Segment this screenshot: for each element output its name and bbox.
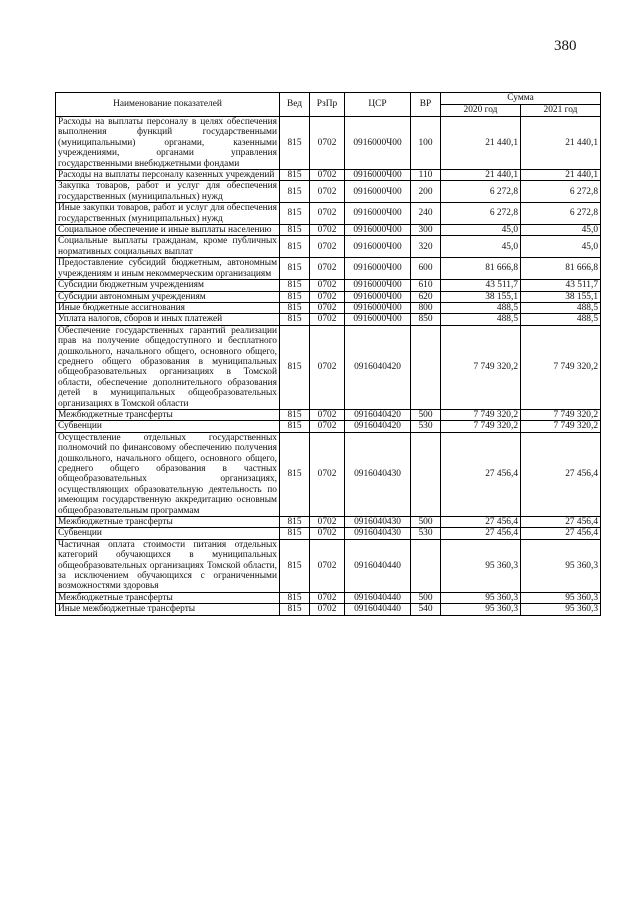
- cell-rzpr: 0702: [310, 302, 345, 313]
- cell-2021: 27 456,4: [521, 432, 601, 516]
- cell-name: Обеспечение государственных гарантий реализации прав на получение общедоступного и бесплатного дошкольного, начального общего, основного общего, среднего общего образования в муниципальных общеобразовательных организациях в Томской области, обеспечение дополнительного образования детей в муниципальных общеобразовательных организациях в Томской области: [56, 325, 280, 409]
- table-row: [56, 291, 601, 302]
- cell-2020: 21 440,1: [441, 170, 521, 181]
- cell-2021: 27 456,4: [521, 528, 601, 539]
- cell-name: Социальные выплаты гражданам, кроме публичных нормативных социальных выплат: [56, 236, 280, 258]
- cell-2020: 45,0: [441, 236, 521, 258]
- header-rzpr: РзПр: [310, 93, 345, 117]
- table-row: [56, 302, 601, 313]
- cell-csr: 0916000Ч00: [345, 225, 411, 236]
- budget-table: [55, 92, 601, 616]
- cell-2020: 81 666,8: [441, 258, 521, 280]
- cell-2021: 488,5: [521, 314, 601, 325]
- cell-2021: 95 360,3: [521, 592, 601, 603]
- cell-rzpr: 0702: [310, 592, 345, 603]
- cell-csr: 0916040430: [345, 517, 411, 528]
- table-row: [56, 236, 601, 258]
- cell-csr: 0916040440: [345, 604, 411, 615]
- table-row: [56, 432, 601, 516]
- cell-name: Субвенции: [56, 421, 280, 432]
- cell-rzpr: 0702: [310, 517, 345, 528]
- cell-2020: 7 749 320,2: [441, 421, 521, 432]
- cell-vr: 530: [411, 421, 441, 432]
- cell-name: Иные бюджетные ассигнования: [56, 302, 280, 313]
- cell-2020: 38 155,1: [441, 291, 521, 302]
- cell-vr: 200: [411, 181, 441, 203]
- cell-ved: 815: [280, 409, 310, 420]
- cell-2020: 95 360,3: [441, 539, 521, 592]
- header-year-2021: 2021 год: [521, 105, 601, 117]
- cell-vr: 110: [411, 170, 441, 181]
- cell-rzpr: 0702: [310, 528, 345, 539]
- cell-vr: [411, 432, 441, 516]
- cell-2021: 488,5: [521, 302, 601, 313]
- cell-rzpr: 0702: [310, 258, 345, 280]
- cell-rzpr: 0702: [310, 604, 345, 615]
- cell-2020: 7 749 320,2: [441, 325, 521, 409]
- header-name: Наименование показателей: [56, 93, 280, 117]
- cell-ved: 815: [280, 517, 310, 528]
- cell-rzpr: 0702: [310, 170, 345, 181]
- cell-2021: 45,0: [521, 225, 601, 236]
- cell-ved: 815: [280, 280, 310, 291]
- cell-2021: 6 272,8: [521, 181, 601, 203]
- cell-ved: 815: [280, 314, 310, 325]
- table-row: [56, 258, 601, 280]
- cell-name: Субвенции: [56, 528, 280, 539]
- cell-name: Межбюджетные трансферты: [56, 409, 280, 420]
- cell-ved: 815: [280, 170, 310, 181]
- cell-2021: 27 456,4: [521, 517, 601, 528]
- cell-2020: 6 272,8: [441, 203, 521, 225]
- cell-ved: 815: [280, 117, 310, 170]
- table-row: [56, 604, 601, 615]
- table-header: [56, 93, 601, 117]
- cell-name: Частичная оплата стоимости питания отдельных категорий обучающихся в муниципальных общеобразовательных организациях Томской области, за исключением обучающихся с ограниченными возможностями здоровья: [56, 539, 280, 592]
- header-vr: ВР: [411, 93, 441, 117]
- cell-vr: 540: [411, 604, 441, 615]
- header-csr: ЦСР: [345, 93, 411, 117]
- cell-name: Субсидии бюджетным учреждениям: [56, 280, 280, 291]
- cell-2021: 7 749 320,2: [521, 409, 601, 420]
- cell-2020: 27 456,4: [441, 517, 521, 528]
- cell-csr: 0916000Ч00: [345, 203, 411, 225]
- table-body: [56, 117, 601, 616]
- cell-name: Расходы на выплаты персоналу казенных учреждений: [56, 170, 280, 181]
- cell-ved: 815: [280, 302, 310, 313]
- cell-ved: 815: [280, 181, 310, 203]
- cell-rzpr: 0702: [310, 421, 345, 432]
- cell-2021: 38 155,1: [521, 291, 601, 302]
- cell-name: Иные межбюджетные трансферты: [56, 604, 280, 615]
- cell-name: Уплата налогов, сборов и иных платежей: [56, 314, 280, 325]
- cell-vr: 100: [411, 117, 441, 170]
- cell-2021: 21 440,1: [521, 170, 601, 181]
- cell-2020: 95 360,3: [441, 592, 521, 603]
- cell-2020: 21 440,1: [441, 117, 521, 170]
- table-row: [56, 203, 601, 225]
- cell-vr: 500: [411, 409, 441, 420]
- table-row: [56, 409, 601, 420]
- cell-2021: 95 360,3: [521, 539, 601, 592]
- header-year-2020: 2020 год: [441, 105, 521, 117]
- cell-rzpr: 0702: [310, 181, 345, 203]
- cell-vr: 620: [411, 291, 441, 302]
- cell-ved: 815: [280, 325, 310, 409]
- cell-name: Осуществление отдельных государственных полномочий по финансовому обеспечению получения дошкольного, начального общего, основного общего, среднего общего образования в частных общеобразовательных организациях, осуществляющих образовательную деятельность по имеющим государственную аккредитацию основным общеобразовательным программам: [56, 432, 280, 516]
- cell-csr: 0916000Ч00: [345, 117, 411, 170]
- table-row: [56, 325, 601, 409]
- cell-2021: 7 749 320,2: [521, 325, 601, 409]
- cell-vr: 240: [411, 203, 441, 225]
- cell-csr: 0916040420: [345, 409, 411, 420]
- cell-2020: 488,5: [441, 314, 521, 325]
- cell-csr: 0916000Ч00: [345, 181, 411, 203]
- cell-csr: 0916040420: [345, 421, 411, 432]
- cell-csr: 0916000Ч00: [345, 170, 411, 181]
- cell-vr: 800: [411, 302, 441, 313]
- cell-rzpr: 0702: [310, 291, 345, 302]
- cell-csr: 0916000Ч00: [345, 291, 411, 302]
- cell-ved: 815: [280, 291, 310, 302]
- cell-vr: [411, 539, 441, 592]
- cell-csr: 0916040440: [345, 539, 411, 592]
- cell-rzpr: 0702: [310, 225, 345, 236]
- cell-vr: 320: [411, 236, 441, 258]
- cell-name: Межбюджетные трансферты: [56, 517, 280, 528]
- cell-vr: 850: [411, 314, 441, 325]
- cell-vr: 600: [411, 258, 441, 280]
- table-row: [56, 280, 601, 291]
- cell-2020: 45,0: [441, 225, 521, 236]
- cell-ved: 815: [280, 258, 310, 280]
- cell-2020: 43 511,7: [441, 280, 521, 291]
- cell-rzpr: 0702: [310, 432, 345, 516]
- cell-2021: 95 360,3: [521, 604, 601, 615]
- table-row: [56, 539, 601, 592]
- cell-csr: 0916040430: [345, 528, 411, 539]
- cell-csr: 0916040430: [345, 432, 411, 516]
- cell-csr: 0916000Ч00: [345, 302, 411, 313]
- cell-vr: [411, 325, 441, 409]
- cell-name: Социальное обеспечение и иные выплаты населению: [56, 225, 280, 236]
- cell-2020: 6 272,8: [441, 181, 521, 203]
- cell-csr: 0916040420: [345, 325, 411, 409]
- cell-ved: 815: [280, 225, 310, 236]
- header-sum: Сумма: [441, 93, 601, 105]
- cell-ved: 815: [280, 421, 310, 432]
- cell-csr: 0916000Ч00: [345, 280, 411, 291]
- table-row: [56, 181, 601, 203]
- cell-2020: 27 456,4: [441, 432, 521, 516]
- cell-2020: 488,5: [441, 302, 521, 313]
- cell-name: Иные закупки товаров, работ и услуг для обеспечения государственных (муниципальных) нужд: [56, 203, 280, 225]
- cell-2021: 81 666,8: [521, 258, 601, 280]
- cell-ved: 815: [280, 236, 310, 258]
- cell-2020: 95 360,3: [441, 604, 521, 615]
- cell-2021: 45,0: [521, 236, 601, 258]
- cell-vr: 530: [411, 528, 441, 539]
- cell-name: Субсидии автономным учреждениям: [56, 291, 280, 302]
- cell-name: Межбюджетные трансферты: [56, 592, 280, 603]
- table-row: [56, 170, 601, 181]
- cell-2020: 7 749 320,2: [441, 409, 521, 420]
- table-row: [56, 314, 601, 325]
- cell-2021: 43 511,7: [521, 280, 601, 291]
- cell-vr: 500: [411, 517, 441, 528]
- cell-rzpr: 0702: [310, 539, 345, 592]
- table-row: [56, 225, 601, 236]
- cell-vr: 610: [411, 280, 441, 291]
- cell-vr: 300: [411, 225, 441, 236]
- cell-rzpr: 0702: [310, 203, 345, 225]
- cell-name: Расходы на выплаты персоналу в целях обеспечения выполнения функций государственными (муниципальными) органами, казенными учреждениями, органами управления государственными внебюджетными фондами: [56, 117, 280, 170]
- cell-csr: 0916000Ч00: [345, 314, 411, 325]
- cell-csr: 0916040440: [345, 592, 411, 603]
- cell-name: Закупка товаров, работ и услуг для обеспечения государственных (муниципальных) нужд: [56, 181, 280, 203]
- cell-rzpr: 0702: [310, 280, 345, 291]
- cell-ved: 815: [280, 539, 310, 592]
- cell-rzpr: 0702: [310, 314, 345, 325]
- cell-csr: 0916000Ч00: [345, 258, 411, 280]
- cell-2021: 21 440,1: [521, 117, 601, 170]
- cell-name: Предоставление субсидий бюджетным, автономным учреждениям и иным некоммерческим организациям: [56, 258, 280, 280]
- table-row: [56, 528, 601, 539]
- page-number: 380: [554, 38, 577, 54]
- cell-csr: 0916000Ч00: [345, 236, 411, 258]
- table-row: [56, 517, 601, 528]
- cell-ved: 815: [280, 604, 310, 615]
- header-ved: Вед: [280, 93, 310, 117]
- table-row: [56, 592, 601, 603]
- cell-ved: 815: [280, 203, 310, 225]
- table-row: [56, 421, 601, 432]
- cell-ved: 815: [280, 432, 310, 516]
- cell-rzpr: 0702: [310, 236, 345, 258]
- cell-2020: 27 456,4: [441, 528, 521, 539]
- table-row: [56, 117, 601, 170]
- cell-rzpr: 0702: [310, 325, 345, 409]
- cell-2021: 6 272,8: [521, 203, 601, 225]
- cell-vr: 500: [411, 592, 441, 603]
- cell-2021: 7 749 320,2: [521, 421, 601, 432]
- cell-rzpr: 0702: [310, 409, 345, 420]
- cell-rzpr: 0702: [310, 117, 345, 170]
- cell-ved: 815: [280, 528, 310, 539]
- cell-ved: 815: [280, 592, 310, 603]
